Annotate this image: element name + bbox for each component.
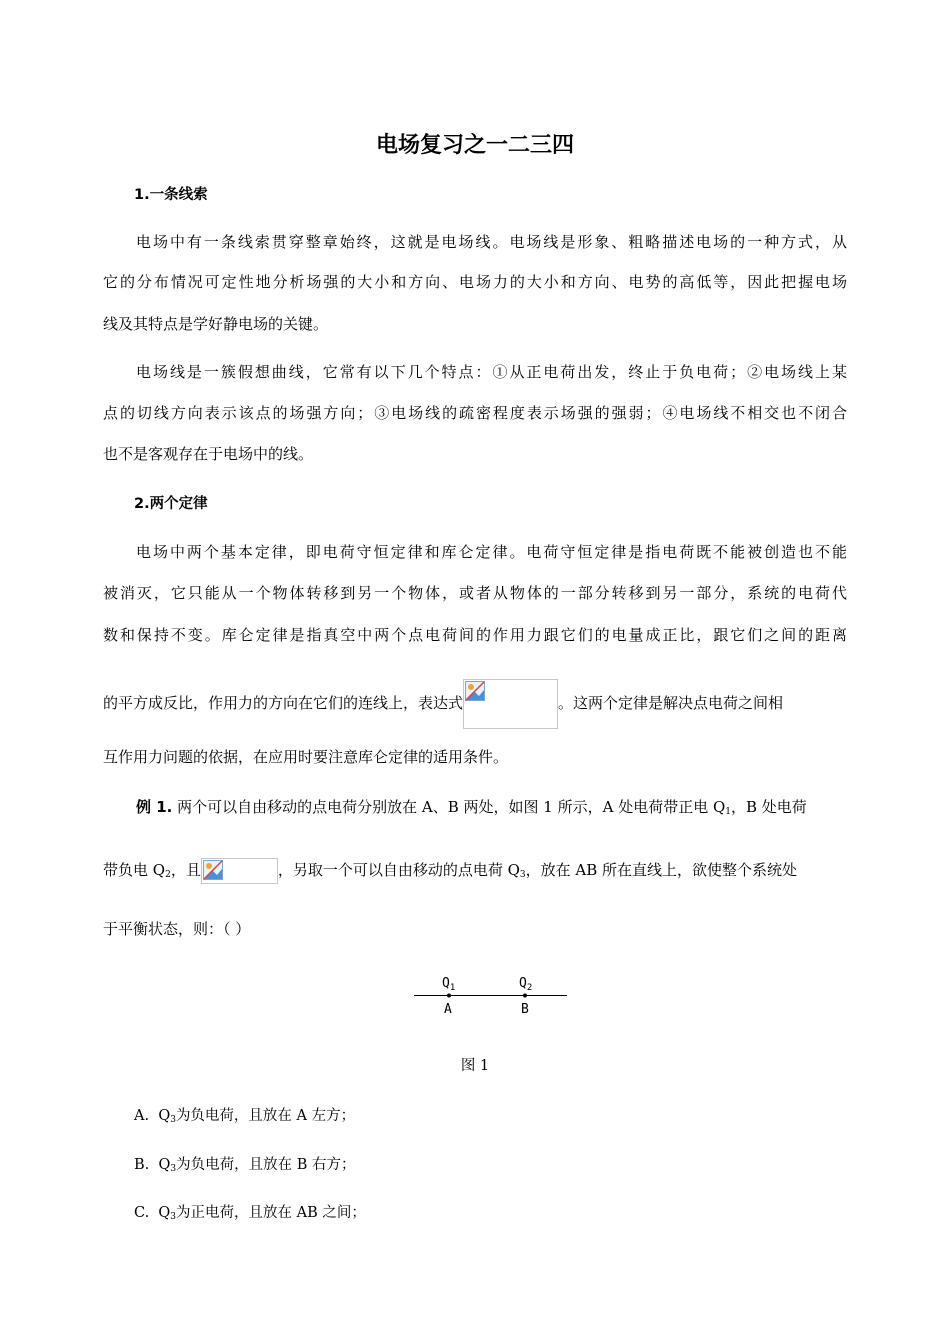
section-heading-1: 1.一条线索 [134, 187, 208, 203]
option-letter: B. [134, 1157, 150, 1173]
option-text: 为正电荷，且放在 AB 之间； [176, 1205, 366, 1221]
point-a-dot [447, 994, 451, 998]
option-letter: A. [134, 1108, 150, 1124]
option-text: 为负电荷，且放在 A 左方； [175, 1108, 356, 1124]
option-text: 为负电荷，且放在 B 右方； [176, 1157, 356, 1173]
point-b-dot [523, 994, 527, 998]
formula-image-placeholder [201, 858, 278, 884]
q1-label: $Q_1$ [442, 976, 456, 993]
paragraph-line: 电场线是一簇假想曲线，它常有以下几个特点：①从正电荷出发，终止于负电荷；②电场线上某 [136, 363, 847, 381]
example-text: 两个可以自由移动的点电荷分别放在 A、B 两处，如图 1 所示，A 处电荷带正电 Q [177, 798, 726, 816]
example-label: 例 1. [136, 798, 173, 816]
paragraph-line: 数和保持不变。库仑定律是指真空中两个点电荷间的作用力跟它们的电量成正比，跟它们之间的距离 [103, 626, 847, 644]
subscript: 3 [170, 1164, 177, 1174]
paragraph-line: 电场中有一条线索贯穿整章始终，这就是电场线。电场线是形象、粗略描述电场的一种方式，从 [136, 233, 847, 251]
paragraph-line-with-formula [103, 678, 847, 728]
option-a [134, 1104, 355, 1125]
subscript: 3 [170, 1212, 177, 1222]
broken-image-icon [203, 860, 223, 880]
option-letter: C. [134, 1205, 150, 1221]
option-charge: Q [158, 1205, 171, 1221]
point-b-label: B [521, 1002, 529, 1017]
subscript: 2 [165, 870, 171, 880]
q2-label: $Q_2$ [519, 976, 533, 993]
paragraph-line: 它的分布情况可定性地分析场强的大小和方向、电场力的大小和方向、电势的高低等，因此把握电场 [103, 273, 847, 291]
example-line-1 [136, 796, 847, 817]
broken-image-icon [465, 681, 485, 701]
example-line-3: 于平衡状态，则：（ ） [103, 920, 251, 938]
example-text: ，另取一个可以自由移动的点电荷 Q [277, 861, 520, 879]
figure-1 [412, 972, 572, 1026]
option-charge: Q [158, 1157, 171, 1173]
option-c [134, 1201, 366, 1222]
paragraph-line: 点的切线方向表示该点的场强方向；③电场线的疏密程度表示场强的强弱；④电场线不相交也不闭合 [103, 404, 847, 422]
example-text: ，B 处电荷 [731, 798, 807, 816]
page-title: 电场复习之一二三四 [375, 133, 574, 158]
subscript: 1 [725, 807, 732, 817]
paragraph-line: 被消灭，它只能从一个物体转移到另一个物体，或者从物体的一部分转移到另一部分，系统的电荷代 [103, 584, 847, 602]
example-text: 带负电 Q [103, 861, 166, 879]
paragraph-line: 互作用力问题的依据，在应用时要注意库仑定律的适用条件。 [103, 748, 509, 766]
example-text: ，放在 AB 所在直线上，欲使整个系统处 [525, 861, 798, 879]
charge-line-diagram [412, 972, 572, 1022]
section-heading-2: 2.两个定律 [134, 496, 208, 512]
paragraph-line: 线及其特点是学好静电场的关键。 [103, 315, 329, 333]
option-b [134, 1153, 355, 1174]
example-line-2 [103, 850, 847, 890]
text-before-formula: 的平方成反比，作用力的方向在它们的连线上，表达式 [103, 694, 464, 712]
option-charge: Q [158, 1108, 171, 1124]
paragraph-line: 也不是客观存在于电场中的线。 [103, 445, 314, 463]
example-text: ，且 [170, 861, 201, 879]
subscript: 3 [170, 1115, 176, 1125]
paragraph-line: 电场中两个基本定律，即电荷守恒定律和库仑定律。电荷守恒定律是指电荷既不能被创造也不能 [136, 543, 847, 561]
point-a-label: A [444, 1002, 452, 1017]
subscript: 3 [519, 870, 526, 880]
formula-image-placeholder [463, 679, 558, 729]
figure-caption: 图 1 [460, 1058, 490, 1074]
text-after-formula: 。这两个定律是解决点电荷之间相 [558, 694, 784, 712]
